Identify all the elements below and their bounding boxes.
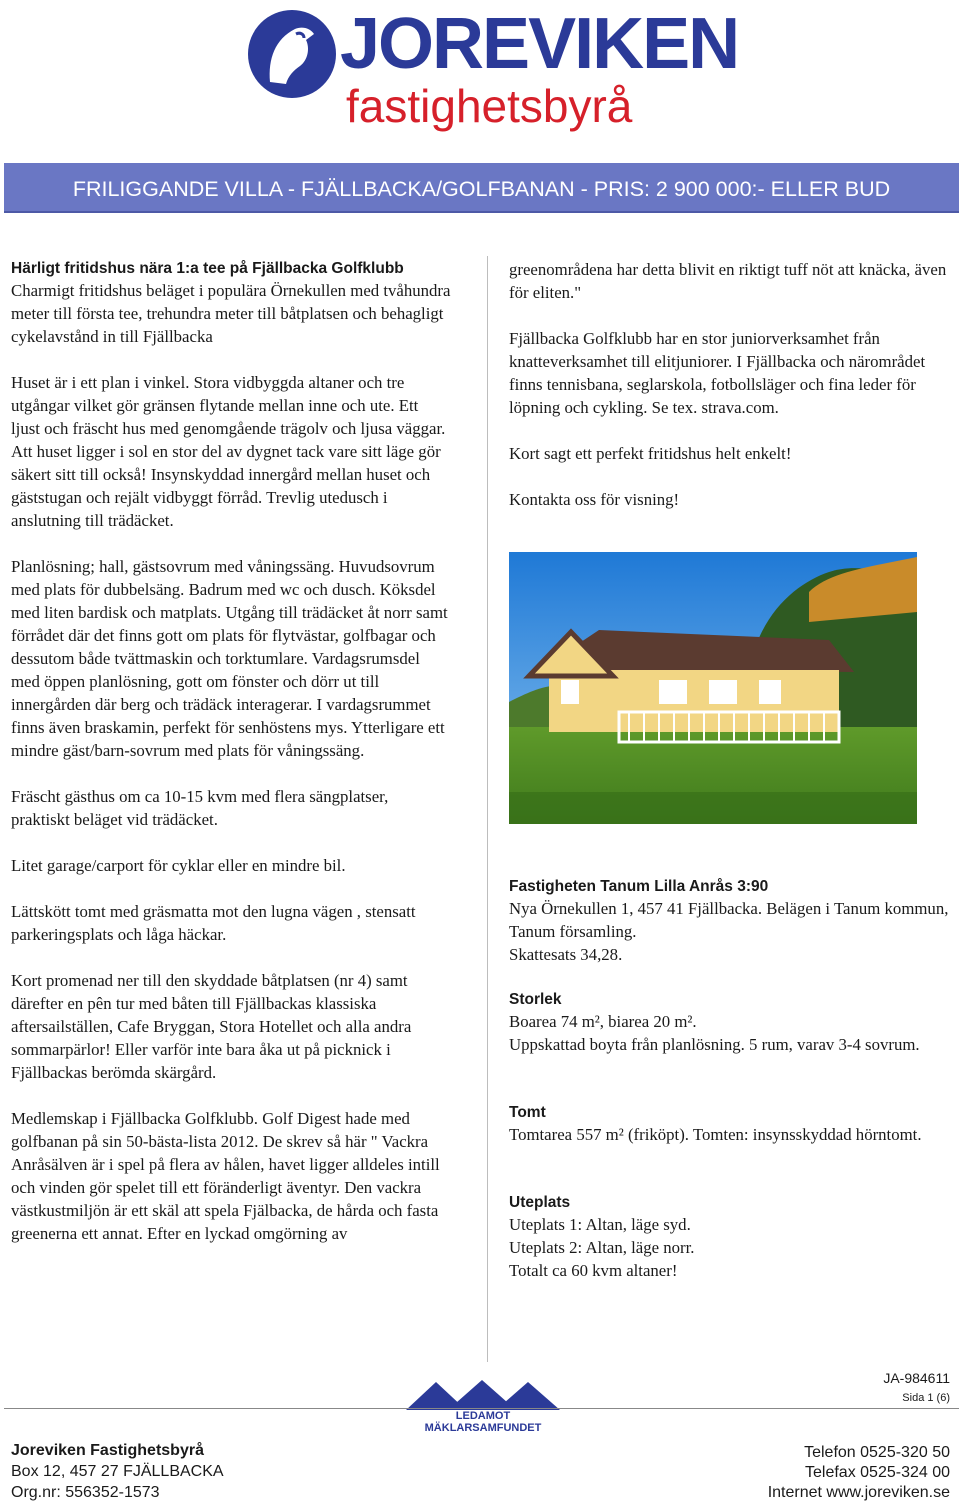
facts-size-line: Boarea 74 m², biarea 20 m².	[509, 1012, 697, 1031]
paragraph-garage: Litet garage/carport för cyklar eller en mindre bil.	[11, 856, 346, 875]
company-contact	[768, 1443, 950, 1503]
paragraph-house: Huset är i ett plan i vinkel. Stora vidbyggda altaner och tre utgångar vilket gör gränsen flytande mellan inne och ute. Ett ljust och fräscht hus med genomgående trägolv och ljusa väggar. Att huset ligger i sol en stor del av dygnet tack vare sitt läge gör säkert sitt till också! Insynskyddad innergård mellan huset och gäststugan och rejält vidbyggt förråd. Trevlig utedusch i anslutning till trädäcket.	[11, 373, 446, 530]
company-logo	[240, 4, 739, 134]
phone-number: Telefon 0525-320 50	[804, 1444, 950, 1461]
org-number: Org.nr: 556352-1573	[11, 1484, 160, 1501]
left-column	[11, 258, 451, 1268]
postal-address: Box 12, 457 27 FJÄLLBACKA	[11, 1463, 224, 1480]
intro-text: Charmigt fritidshus beläget i populära Örnekullen med tvåhundra meter till första tee, trehundra meter till båtplatsen och behagligt cykelavstånd in till Fjällbacka	[11, 281, 451, 346]
association-label: LEDAMOT MÄKLARSAMFUNDET	[424, 1410, 542, 1434]
paragraph-guesthouse: Fräscht gästhus om ca 10-15 kvm med flera sängplatser, praktiskt beläget vid trädäcket.	[11, 787, 389, 829]
footer-divider	[4, 1408, 959, 1409]
paragraph-summary: Kort sagt ett perfekt fritidshus helt enkelt!	[509, 444, 792, 463]
logo-subtitle: fastighetsbyrå	[346, 80, 633, 132]
facts-property-heading: Fastigheten Tanum Lilla Anrås 3:90	[509, 878, 769, 895]
listing-title-banner: FRILIGGANDE VILLA - FJÄLLBACKA/GOLFBANAN - PRIS: 2 900 000:- ELLER BUD	[4, 163, 959, 213]
website: Internet www.joreviken.se	[767, 1484, 950, 1501]
maklarsamfundet-logo	[396, 1380, 570, 1434]
paragraph-golf-continued: greenområdena har detta blivit en riktigt tuff nöt att knäcka, även för eliten."	[509, 260, 947, 302]
company-address	[11, 1440, 224, 1503]
house-photo	[509, 552, 917, 824]
facts-property-line: Skattesats 34,28.	[509, 945, 623, 964]
right-column	[509, 258, 959, 534]
column-divider	[487, 256, 488, 1362]
fax-number: Telefax 0525-324 00	[805, 1464, 950, 1481]
facts-outdoor-heading: Uteplats	[509, 1194, 571, 1211]
paragraph-floorplan: Planlösning; hall, gästsovrum med våningssäng. Huvudsovrum med plats för dubbelsäng. Badrum med wc och dusch. Köksdel med liten bardisk och matplats. Utgång till trädäcket åt norr samt förrådet där det finns gott om plats för flytvästar, golfbagar och dessutom både tvättmaskin och torktumlare. Vardagsrumsdel med öppen planlösning, gott om fönster och dörr ut till innergården där berg och trädäck interagerar. I vardagsrummet finns även braskamin, perfekt för senhöstens mys. Ytterligare ett mindre gäst/barn-sovrum med plats för våningssäng.	[11, 557, 448, 760]
facts-plot-heading: Tomt	[509, 1104, 546, 1121]
facts-outdoor-line: Uteplats 2: Altan, läge norr.	[509, 1238, 695, 1257]
intro-paragraph	[11, 258, 451, 348]
facts-outdoor	[509, 1192, 959, 1282]
intro-heading: Härligt fritidshus nära 1:a tee på Fjällbacka Golfklubb	[11, 260, 404, 277]
property-facts	[509, 876, 959, 1305]
facts-size-line: Uppskattad boyta från planlösning. 5 rum, varav 3-4 sovrum.	[509, 1035, 920, 1054]
facts-plot-line: Tomtarea 557 m² (friköpt). Tomten: insynsskyddad hörntomt.	[509, 1125, 922, 1144]
facts-outdoor-line: Uteplats 1: Altan, läge syd.	[509, 1215, 691, 1234]
facts-outdoor-line: Totalt ca 60 kvm altaner!	[509, 1261, 678, 1280]
object-reference: JA-984611	[883, 1370, 950, 1386]
paragraph-boat: Kort promenad ner till den skyddade båtplatsen (nr 4) samt därefter en pên tur med båten till Fjällbackas klassiska aftersailställen, Cafe Bryggan, Stora Hotellet och alla andra sommarpärlor! Eller varför inte bara åka ut på picknick i Fjällbackas berömda skärgård.	[11, 971, 412, 1082]
facts-size-heading: Storlek	[509, 991, 562, 1008]
logo-wordmark: JOREVIKEN	[340, 4, 739, 84]
facts-property-line: Nya Örnekullen 1, 457 41 Fjällbacka. Belägen i Tanum kommun, Tanum församling.	[509, 899, 949, 941]
paragraph-contact: Kontakta oss för visning!	[509, 490, 680, 509]
paragraph-activities: Fjällbacka Golfklubb har en stor juniorverksamhet från knatteverksamhet till elitjuniorer. I Fjällbacka och närområdet finns tennisbana, seglarskola, fotbollsläger och fina leder för löpning och cykling. Se tex. strava.com.	[509, 329, 926, 417]
paragraph-golf: Medlemskap i Fjällbacka Golfklubb. Golf Digest hade med golfbanan på sin 50-bästa-lista 2012. De skrev så här " Vackra Anråsälven är i spel på flera av hålen, havet ligger alldeles intill och vinden gör spelet till ett föränderligt äventyr. Den vackra västkustmiljön är ett skäl att spela Fjälbacka, de hårda och fasta greenerna ett annat. Efter en lyckad omgörning av	[11, 1109, 440, 1243]
facts-plot	[509, 1102, 959, 1146]
page-number: Sida 1 (6)	[902, 1392, 950, 1404]
paragraph-plot: Lättskött tomt med gräsmatta mot den lugna vägen , stensatt parkeringsplats och låga häckar.	[11, 902, 416, 944]
facts-property	[509, 876, 959, 966]
facts-size	[509, 989, 959, 1056]
company-name: Joreviken Fastighetsbyrå	[11, 1442, 204, 1459]
horse-emblem-icon	[240, 4, 350, 114]
